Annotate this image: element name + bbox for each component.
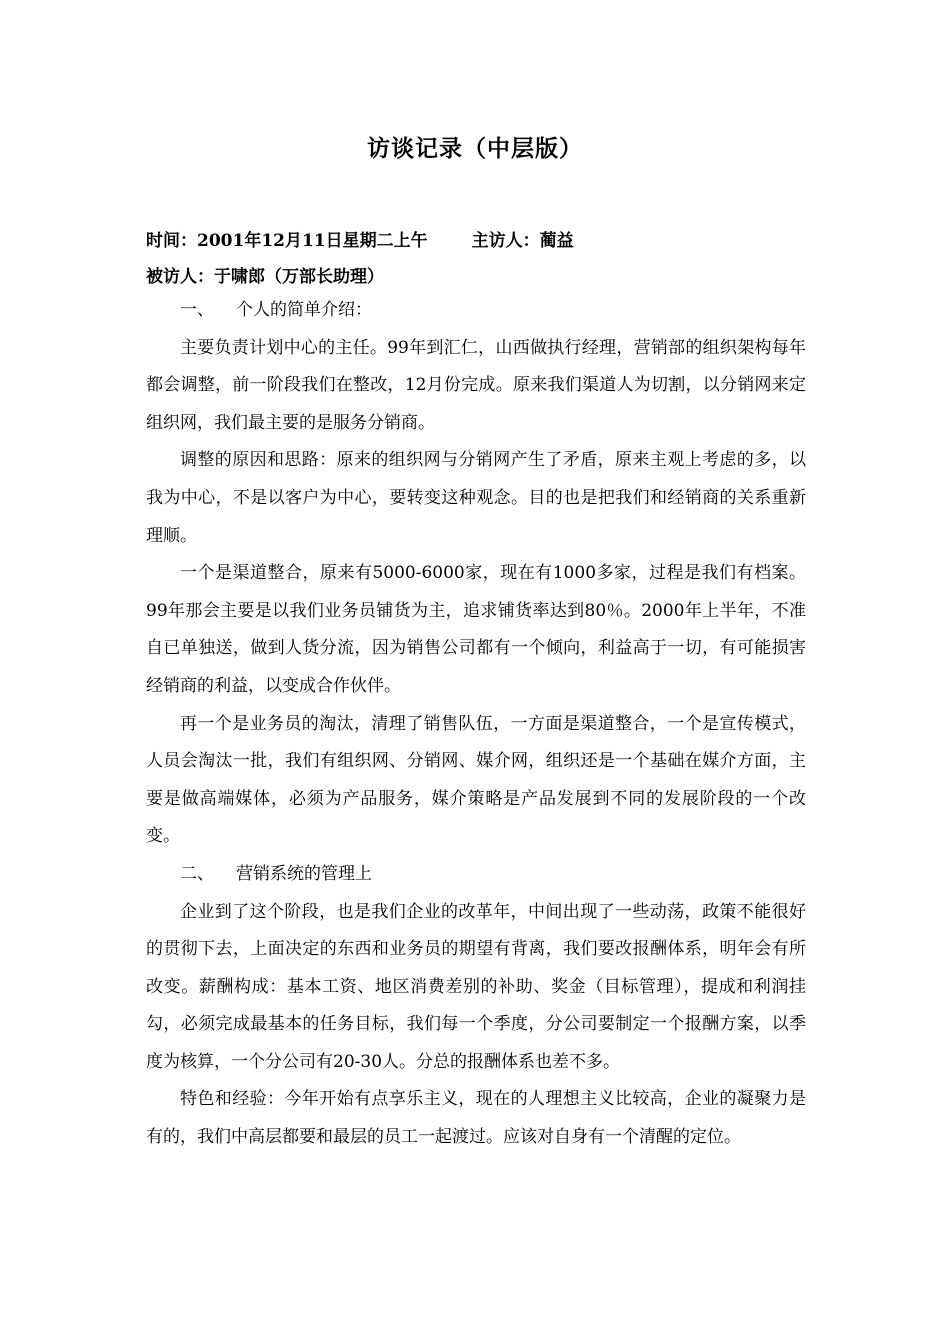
- interviewer-value: 蔺益: [539, 231, 574, 251]
- paragraph: 一个是渠道整合，原来有5000-6000家，现在有1000多家，过程是我们有档案。99年那会主要是以我们业务员铺货为主，追求铺货率达到80％。2000年上半年，不准自已单独送，做到人货分流，因为销售公司都有一个倾向，利益高于一切，有可能损害经销商的利益，以变成合作伙伴。: [146, 563, 806, 696]
- interviewee-value: 于啸郎（万部长助理）: [214, 267, 384, 287]
- section-heading: [146, 292, 806, 330]
- time-value: 2001年12月11日星期二上午: [197, 231, 428, 251]
- paragraph: 主要负责计划中心的主任。99年到汇仁，山西做执行经理，营销部的组织架构每年都会调整，前一阶段我们在整改，12月份完成。原来我们渠道人为切割，以分销网来定组织网，我们最主要的是服务分销商。: [146, 337, 806, 433]
- paragraph: 调整的原因和思路：原来的组织网与分销网产生了矛盾，原来主观上考虑的多，以我为中心，不是以客户为中心，要转变这种观念。目的也是把我们和经销商的关系重新理顺。: [146, 450, 806, 546]
- section-number: 一、: [180, 300, 214, 320]
- meta-interviewee-line: [146, 262, 384, 287]
- document-body: [146, 292, 806, 1157]
- interviewer-label: 主访人：: [471, 231, 540, 251]
- paragraph: 企业到了这个阶段，也是我们企业的改革年，中间出现了一些动荡，政策不能很好的贯彻下去，上面决定的东西和业务员的期望有背离，我们要改报酬体系，明年会有所改变。薪酬构成：基本工资、地区消费差别的补助、奖金（目标管理），提成和利润挂勾，必须完成最基本的任务目标，我们每一个季度，分公司要制定一个报酬方案，以季度为核算，一个分公司有20-30人。分总的报酬体系也差不多。: [146, 901, 806, 1072]
- interviewee-label: 被访人：: [146, 267, 214, 287]
- meta-time-line: [146, 226, 574, 251]
- paragraph: 特色和经验：今年开始有点享乐主义，现在的人理想主义比较高，企业的凝聚力是有的，我们中高层都要和最层的员工一起渡过。应该对自身有一个清醒的定位。: [146, 1089, 806, 1148]
- section-heading-text: 个人的简单介绍：: [236, 300, 372, 320]
- document-title: 访谈记录（中层版）: [367, 135, 583, 162]
- paragraph: 再一个是业务员的淘汰，清理了销售队伍，一方面是渠道整合，一个是宣传模式，人员会淘汰一批，我们有组织网、分销网、媒介网，组织还是一个基础在媒介方面，主要是做高端媒体，必须为产品服务，媒介策略是产品发展到不同的发展阶段的一个改变。: [146, 713, 806, 847]
- section-number: 二、: [180, 863, 214, 884]
- section-heading-text: 营销系统的管理上: [236, 863, 372, 884]
- section-heading: [146, 856, 806, 894]
- time-label: 时间：: [146, 231, 197, 251]
